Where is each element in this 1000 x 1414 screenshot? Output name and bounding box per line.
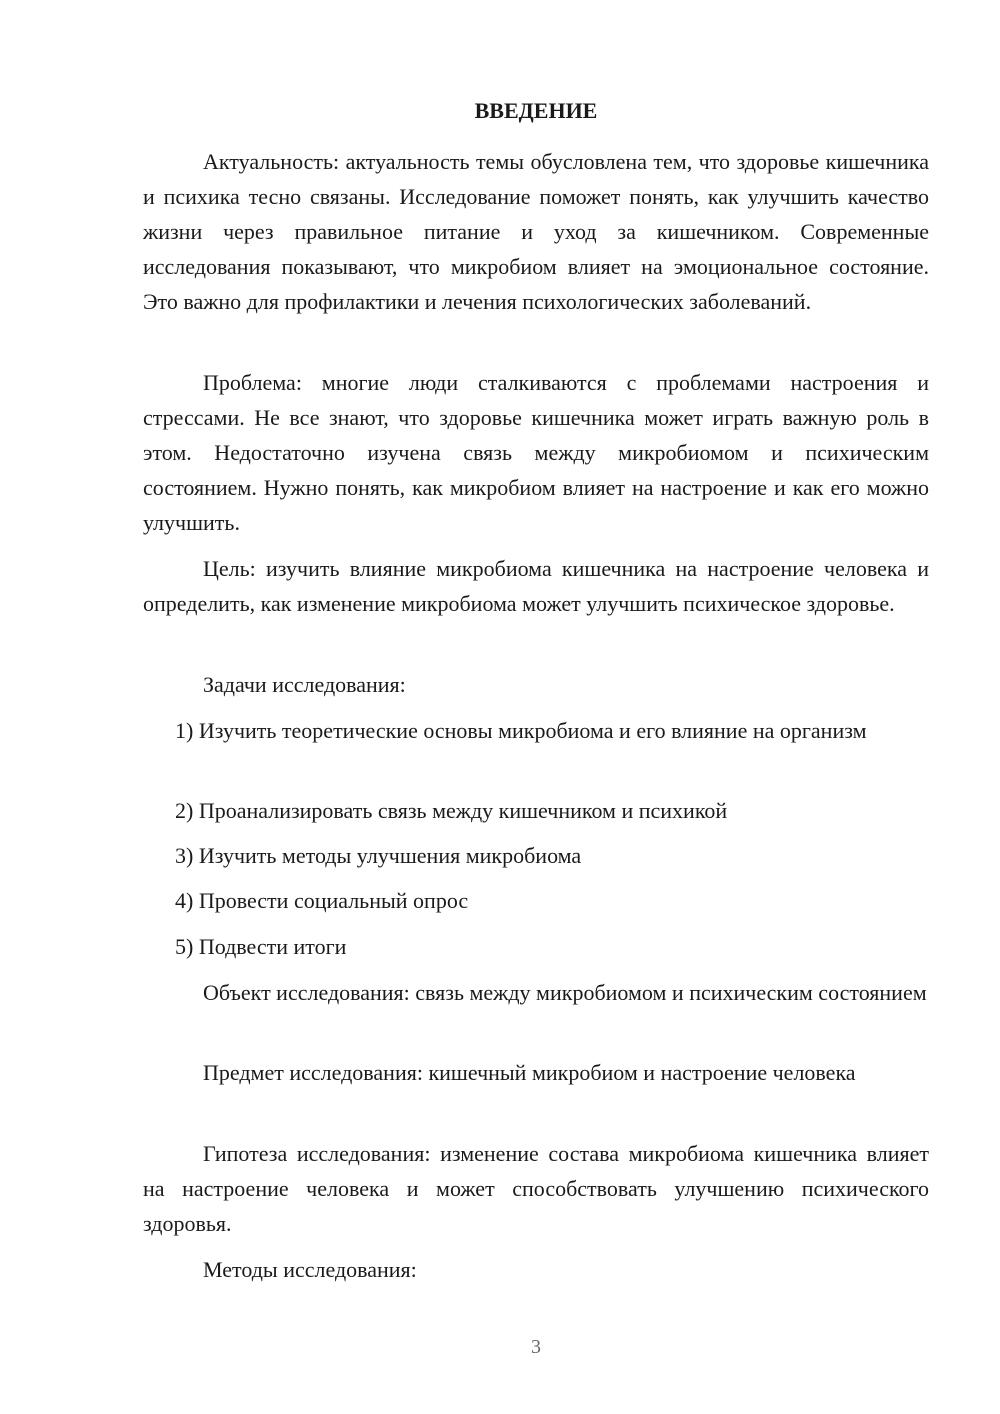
goal-paragraph: Цель: изучить влияние микробиома кишечника на настроение человека и определить, как изменение микробиома может улучшить психическое здоровье. (143, 556, 929, 616)
relevance-paragraph: Актуальность: актуальность темы обусловлена тем, что здоровье кишечника и психика тесно связаны. Исследование поможет понять, как улучшить качество жизни через правильное питание и уход за кишечником. Современные исследования показывают, что микробиом влияет на эмоциональное состояние. Это важно для профилактики и лечения психологических заболеваний. (143, 149, 929, 314)
task-item: 2) Проанализировать связь между кишечником и психикой (175, 798, 728, 823)
problem-paragraph: Проблема: многие люди сталкиваются с проблемами настроения и стрессами. Не все знают, что здоровье кишечника может играть важную роль в этом. Недостаточно изучена связь между микробиомом и психическим состоянием. Нужно понять, как микробиом влияет на настроение и как его можно улучшить. (143, 370, 929, 535)
task-item: 3) Изучить методы улучшения микробиома (175, 843, 582, 868)
task-item: 1) Изучить теоретические основы микробиома и его влияние на организм (175, 718, 867, 743)
subject-paragraph: Предмет исследования: кишечный микробиом и настроение человека (203, 1060, 856, 1085)
hypothesis-paragraph: Гипотеза исследования: изменение состава микробиома кишечника влияет на настроение человека и может способствовать улучшению психического здоровья. (143, 1141, 929, 1236)
methods-heading: Методы исследования: (203, 1257, 417, 1282)
document-page (143, 0, 929, 1414)
page-number: 3 (531, 1336, 541, 1358)
object-paragraph: Объект исследования: связь между микробиомом и психическим состоянием (203, 980, 927, 1005)
task-item: 4) Провести социальный опрос (175, 888, 469, 913)
page-title: ВВЕДЕНИЕ (474, 98, 598, 123)
tasks-heading: Задачи исследования: (203, 672, 406, 697)
task-item: 5) Подвести итоги (175, 934, 347, 959)
